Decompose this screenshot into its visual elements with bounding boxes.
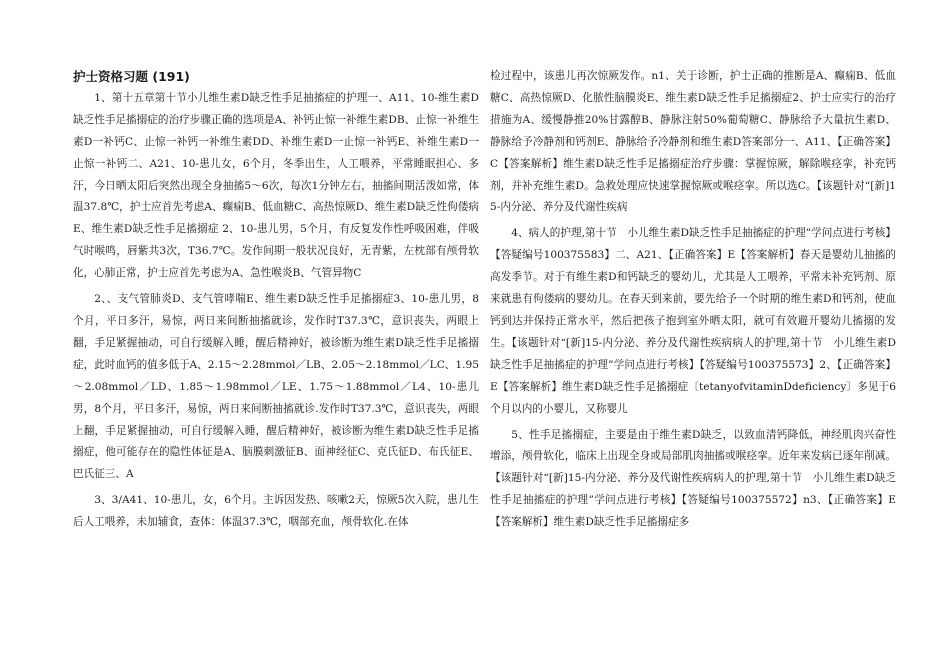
left-column [73,66,479,538]
paragraph-3: 3、3/A41、10-患儿，女，6个月。主诉因发热、咳嗽2天，惊厥5次入院，患儿生后人工喂养，未加辅食，查体：体温37.3℃，咽部充血，颅骨软化.在体 [73,494,479,529]
paragraph-3-continued: 检过程中，该患儿再次惊厥发作。n1、关于诊断，护士正确的推断是A、癫痫B、低血糖C、高热惊厥D、化脓性脑膜炎E、维生素D缺乏性手足搐搦症2、护士应实行的治疗措施为A、缓慢静推20%甘露醇B、静脉注射50%葡萄糖C、静脉给予大量抗生素D、静脉给予冷静剂和钙剂E、静脉给予冷静剂和维生素D答案部分一、A11、【正确答案】C【答案解析】维生素D缺乏性手足搐搦症治疗步骤：掌握惊厥，解除喉痉挛，补充钙剂，并补充维生素D。急救处理应快速掌握惊厥或喉痉挛。所以选C。【该题针对“[新]15-内分泌、养分及代谢性疾病 [490,70,896,214]
document-title: 护士资格习题 (191) [73,69,190,84]
paragraph-1: 1、第十五章第十节小儿维生素D缺乏性手足抽搐症的护理一、A11、10-维生素D缺乏性手足搐搦症的治疗步骤正确的选项是A、补钙止惊一补维生素DB、止惊一补维生素D一补钙C、止惊一补钙一补维生素DD、补维生素D一止惊一补钙E、补维生素D一止惊一补钙二、A21、10-患儿女，6个月，冬季出生，人工喂养，平常睡眠担心、多汗，今日晒太阳后突然出现全身抽搐5～6次，每次1分钟左右，抽搐间期活泼如常，体温37.8℃，护士应首先考虑A、癫痫B、低血糖C、高热惊厥D、维生素D缺乏性佝偻病E、维生素D缺乏性手足搐搦症 2、10-患儿男，5个月，有反复发作性呼吸困难，伴吸气时喉鸣，唇紫共3次，T36.7℃。发作间期一般状况良好，无青紫，左枕部有颅骨软化，心肺正常，护士应首先考虑为A、急性喉炎B、气管异物C [73,91,479,280]
paragraph-4: 4、病人的护理,第十节 小儿维生素D缺乏性手足抽搐症的护理”学问点进行考核】【答疑编号100375583】二、A21、【正确答案】E【答案解析】春天是婴幼儿抽搐的高发季节。对于有维生素D和钙缺乏的婴幼儿，尤其是人工喂养，平常未补充钙剂、原来就患有佝偻病的婴幼儿。在春天到来前，要先给予一个时期的维生素D和钙剂，使血钙到达并保持正常水平，然后把孩子抱到室外晒太阳，就可有效避开婴幼儿搐搦的发生。【该题针对“[新]15-内分泌、养分及代谢性疾病病人的护理,第十节 小儿维生素D缺乏性手足抽搐症的护理”学问点进行考核】【答疑编号100375573】2、【正确答案】E【答案解析】维生素D缺乏性手足搐搦症〔tetanyofvitaminDdeficiency〕多见于6个月以内的小婴儿，又称婴儿 [490,227,896,415]
paragraph-5: 5、性手足搐搦症，主要是由于维生素D缺乏，以致血清钙降低，神经肌肉兴奋性增添，颅骨软化，临床上出现全身或局部肌肉抽搐或喉痉挛。近年来发病已逐年削减。【该题针对“[新]15-内分泌、养分及代谢性疾病病人的护理,第十节 小儿维生素D缺乏性手足抽搐症的护理”学问点进行考核】【答疑编号100375572】n3、【正确答案】E【答案解析】维生素D缺乏性手足搐搦症多 [490,428,896,529]
right-column [490,66,896,538]
paragraph-2: 2、、支气管肺炎D、支气管哮喘E、维生素D缺乏性手足搐搦症3、10-患儿男，8个月，平日多汗，易惊，两日来间断抽搐就诊，发作时T37.3℃，意识丧失，两眼上翻，手足紧握抽动，可自行缓解入睡，醒后精神好，被诊断为维生素D缺乏性手足搐搦症，此时血钙的值多低于A、2.15～2.28mmol／LB、2.05～2.18mmol／LC、1.95～2.08mmol／LD、1.85～1.98mmol／LE、1.75～1.88mmol／L4、10-患儿男，8个月，平日多汗，易惊，两日来间断抽搐就诊.发作时T37.3℃，意识丧失，两眼上翻，手足紧握抽动，可自行缓解入睡，醒后精神好，被诊断为维生素D缺乏性手足搐搦症，他可能存在的隐性体征是A、脑膜刺激征B、面神经征C、克氏征D、布氏征E、巴氏征三、A [73,293,479,481]
